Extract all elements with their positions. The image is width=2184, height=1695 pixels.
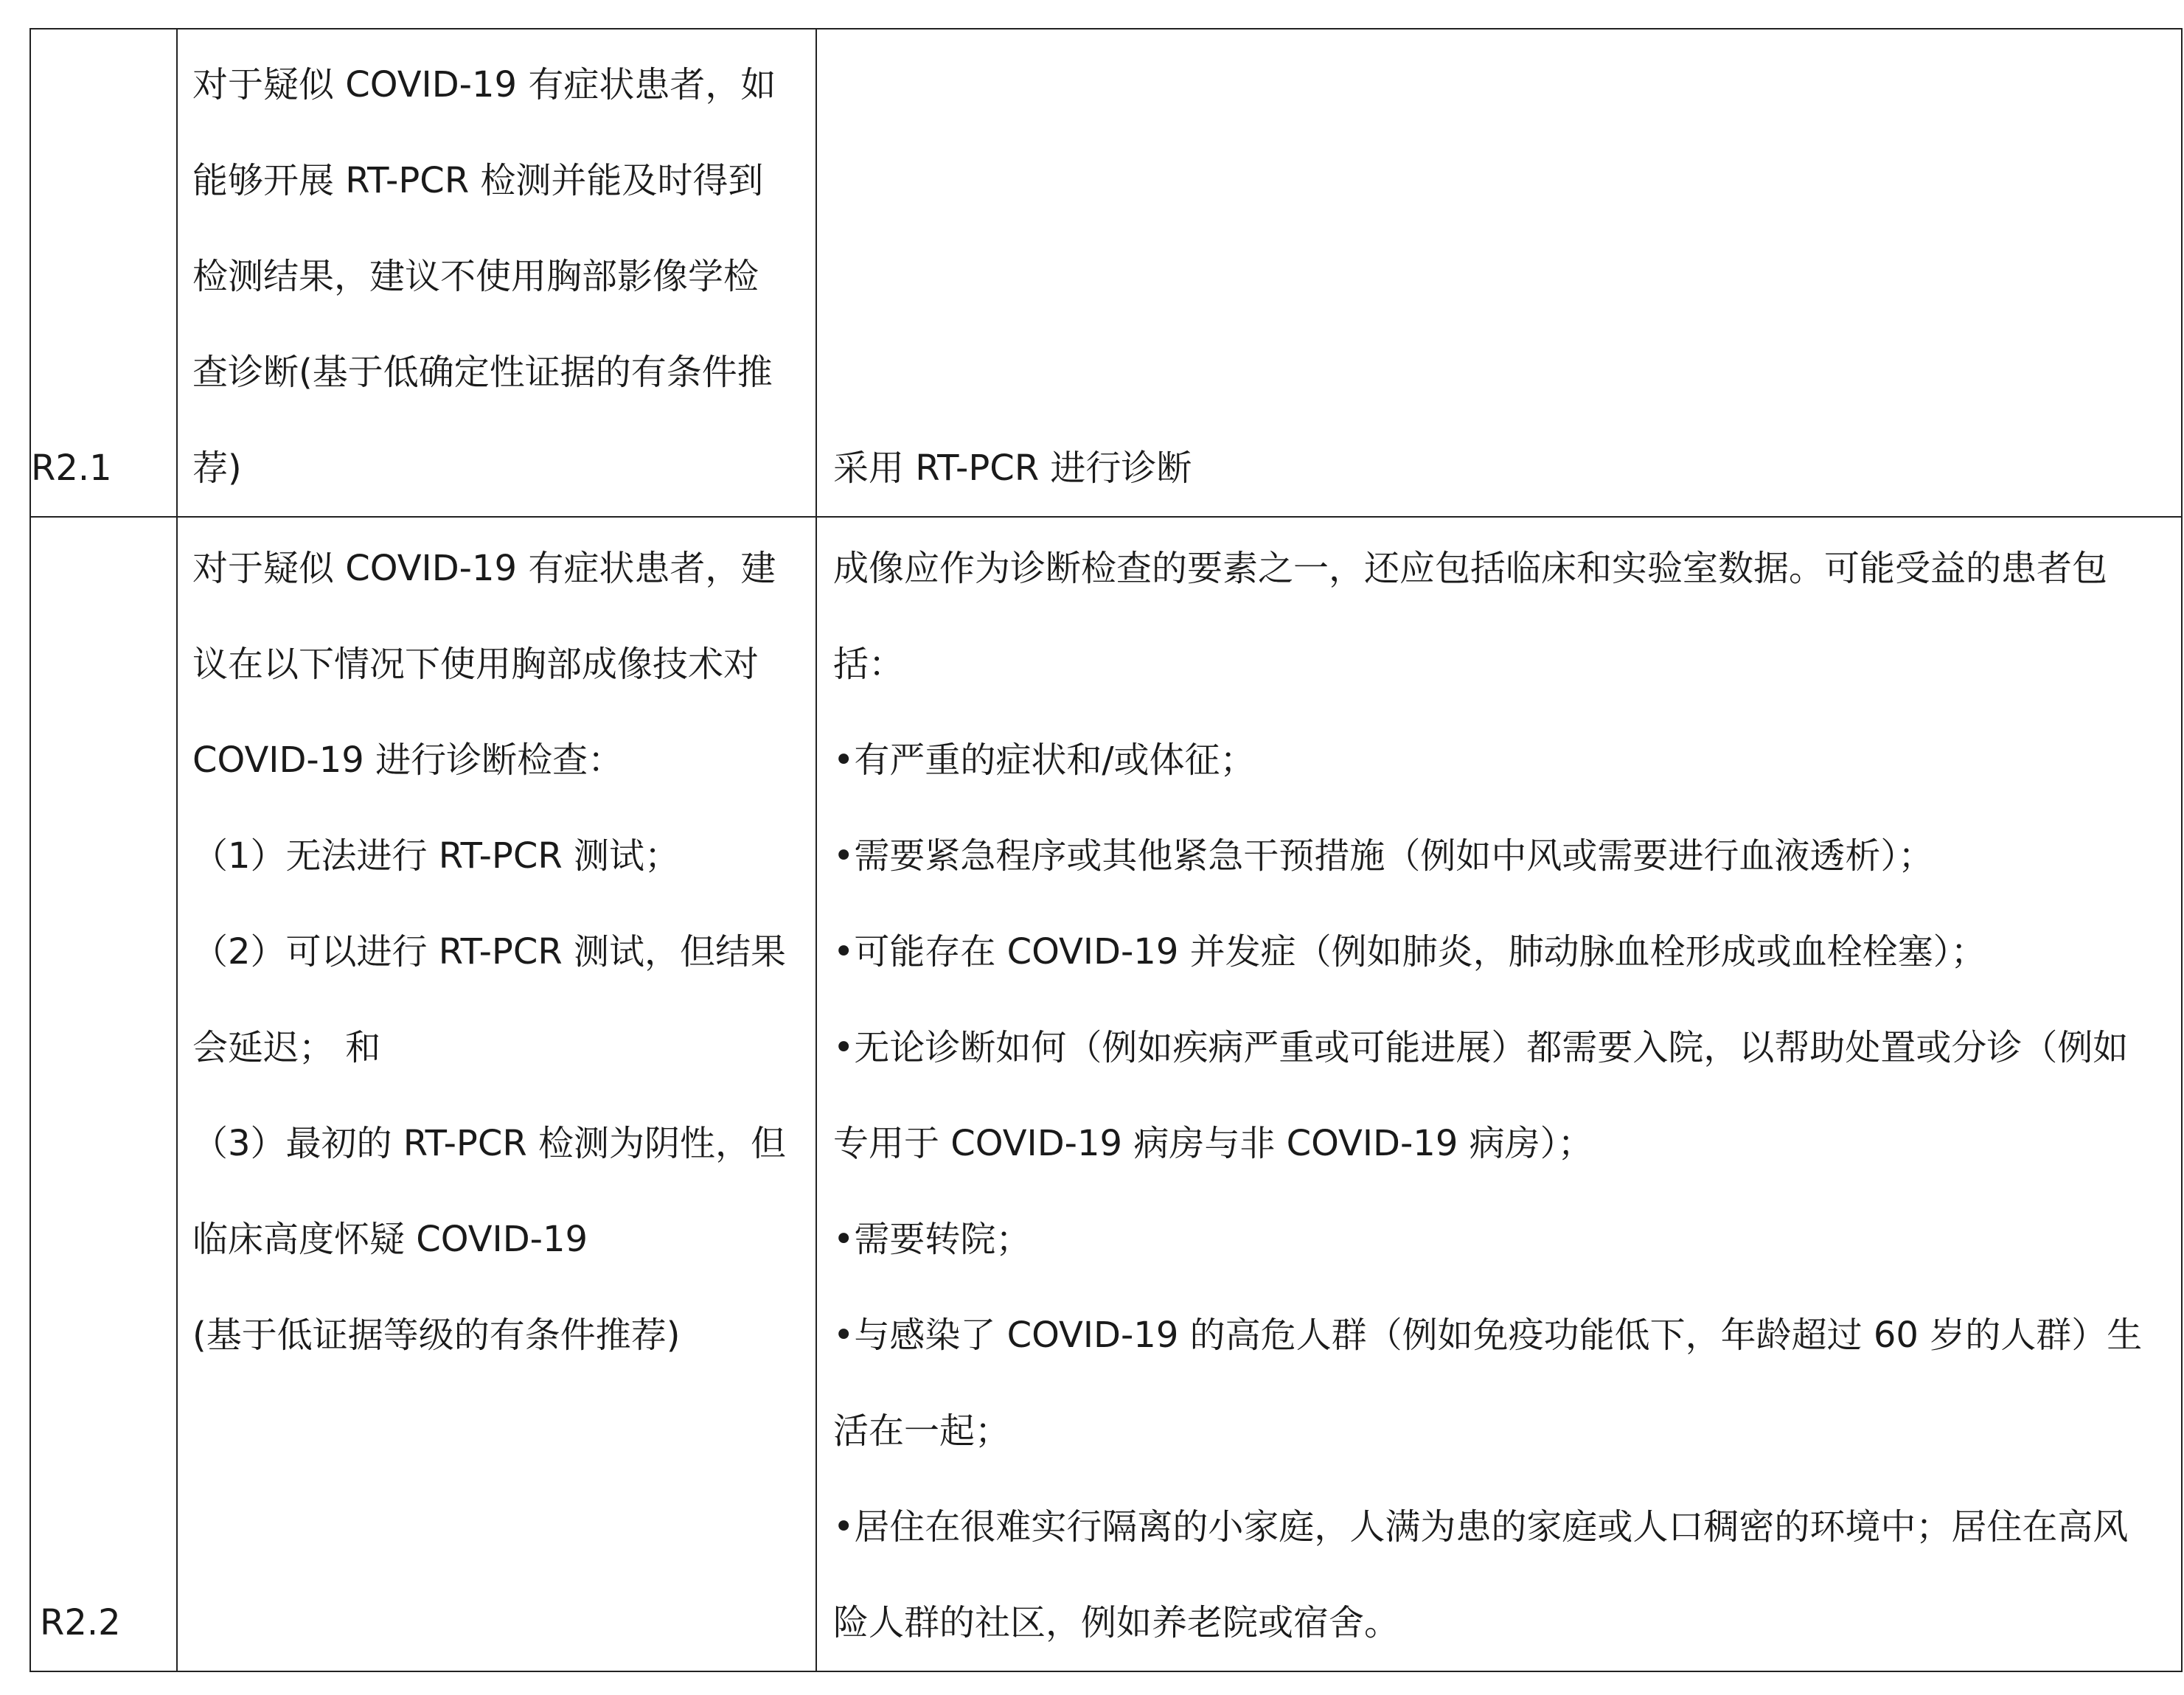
remarks-line: •无论诊断如何（例如疾病严重或可能进展）都需要入院，以帮助处置或分诊（例如 [833, 1027, 2129, 1068]
recommendation-line: 检测结果，建议不使用胸部影像学检 [192, 256, 759, 297]
recommendation-line: (基于低证据等级的有条件推荐) [192, 1315, 681, 1356]
remarks-line: •与感染了 COVID-19 的高危人群（例如免疫功能低下，年龄超过 60 岁的人群）生 [833, 1315, 2143, 1356]
recommendation-line: 对于疑似 COVID-19 有症状患者，如 [192, 64, 776, 105]
remarks-line: •需要紧急程序或其他紧急干预措施（例如中风或需要进行血液透析）； [833, 835, 1934, 877]
recommendation-id: R2.2 [40, 1602, 121, 1643]
recommendation-text-cell [177, 29, 816, 517]
recommendation-text-cell [177, 517, 816, 1671]
remarks-line: 成像应作为诊断检查的要素之一，还应包括临床和实验室数据。可能受益的患者包 [833, 548, 2108, 589]
recommendation-id: R2.1 [31, 448, 112, 489]
recommendation-line: 查诊断(基于低确定性证据的有条件推 [192, 352, 773, 393]
recommendation-id-cell [30, 29, 177, 517]
recommendation-line: （3）最初的 RT-PCR 检测为阴性，但 [192, 1123, 786, 1164]
recommendation-table [29, 28, 2183, 1672]
remarks-line: 括： [833, 644, 905, 685]
recommendation-line: （1）无法进行 RT-PCR 测试； [192, 835, 680, 877]
remarks-line: •有严重的症状和/或体征； [833, 739, 1256, 781]
recommendation-line: 能够开展 RT-PCR 检测并能及时得到 [192, 160, 764, 201]
recommendation-line: 荐) [192, 448, 242, 489]
table-row [30, 517, 2182, 1671]
recommendation-line: 对于疑似 COVID-19 有症状患者，建 [192, 548, 776, 589]
recommendation-line: 临床高度怀疑 COVID-19 [192, 1219, 588, 1260]
remarks-line: •需要转院； [833, 1219, 1032, 1260]
recommendation-id-cell [30, 517, 177, 1671]
recommendation-line: COVID-19 进行诊断检查： [192, 739, 624, 781]
table-row [30, 29, 2182, 517]
recommendation-line: 会延迟； 和 [192, 1027, 381, 1068]
remarks-line: 采用 RT-PCR 进行诊断 [833, 448, 1192, 489]
remarks-line: 活在一起； [833, 1410, 1011, 1452]
remarks-line: 专用于 COVID-19 病房与非 COVID-19 病房）； [833, 1123, 1593, 1164]
remarks-line: •居住在很难实行隔离的小家庭，人满为患的家庭或人口稠密的环境中；居住在高风 [833, 1506, 2129, 1548]
remarks-cell [816, 29, 2182, 517]
remarks-cell [816, 517, 2182, 1671]
remarks-line: 险人群的社区，例如养老院或宿舍。 [833, 1602, 1400, 1643]
recommendation-line: 议在以下情况下使用胸部成像技术对 [192, 644, 759, 685]
recommendation-line: （2）可以进行 RT-PCR 测试，但结果 [192, 931, 786, 972]
remarks-line: •可能存在 COVID-19 并发症（例如肺炎，肺动脉血栓形成或血栓栓塞）； [833, 931, 1986, 972]
